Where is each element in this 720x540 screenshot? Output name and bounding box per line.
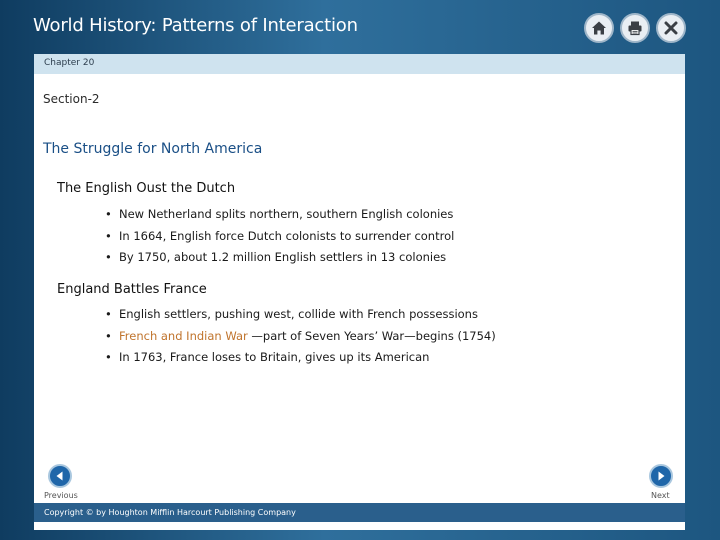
bullet-item: • French and Indian War —part of Seven Years’ War—begins (1754) [105,328,496,343]
chapter-bar [34,54,685,74]
footer-bar [34,503,685,522]
close-button[interactable] [656,13,686,43]
next-label[interactable]: Next [651,491,670,500]
bullet-item: • In 1763, France loses to Britain, gives up its American [105,350,430,364]
print-icon [627,20,643,36]
topic-title: England Battles France [57,282,207,297]
slide-panel [34,54,685,530]
slide-heading: The Struggle for North America [43,141,263,157]
app-title: World History: Patterns of Interaction [33,15,358,36]
previous-label[interactable]: Previous [44,491,78,500]
bullet-item: • New Netherland splits northern, southern English colonies [105,207,454,221]
bullet-item: • In 1664, English force Dutch colonists to surrender control [105,228,455,243]
copyright-text: Copyright © by Houghton Mifflin Harcourt Publishing Company [44,508,296,517]
highlighted-term: French and Indian War [119,328,248,343]
close-icon [664,21,678,35]
home-button[interactable] [584,13,614,43]
arrow-left-icon [54,470,66,482]
topic-title: The English Oust the Dutch [57,181,236,196]
bullet-item: • By 1750, about 1.2 million English settlers in 13 colonies [105,250,447,264]
arrow-right-icon [655,470,667,482]
bullet-item: • English settlers, pushing west, collide with French possessions [105,307,478,321]
print-button[interactable] [620,13,650,43]
bullet-list [105,204,454,269]
previous-button[interactable] [48,464,72,488]
section-label: Section-2 [43,92,100,106]
bullet-list [105,304,496,369]
chapter-label: Chapter 20 [44,58,95,68]
next-button[interactable] [649,464,673,488]
home-icon [591,20,607,36]
